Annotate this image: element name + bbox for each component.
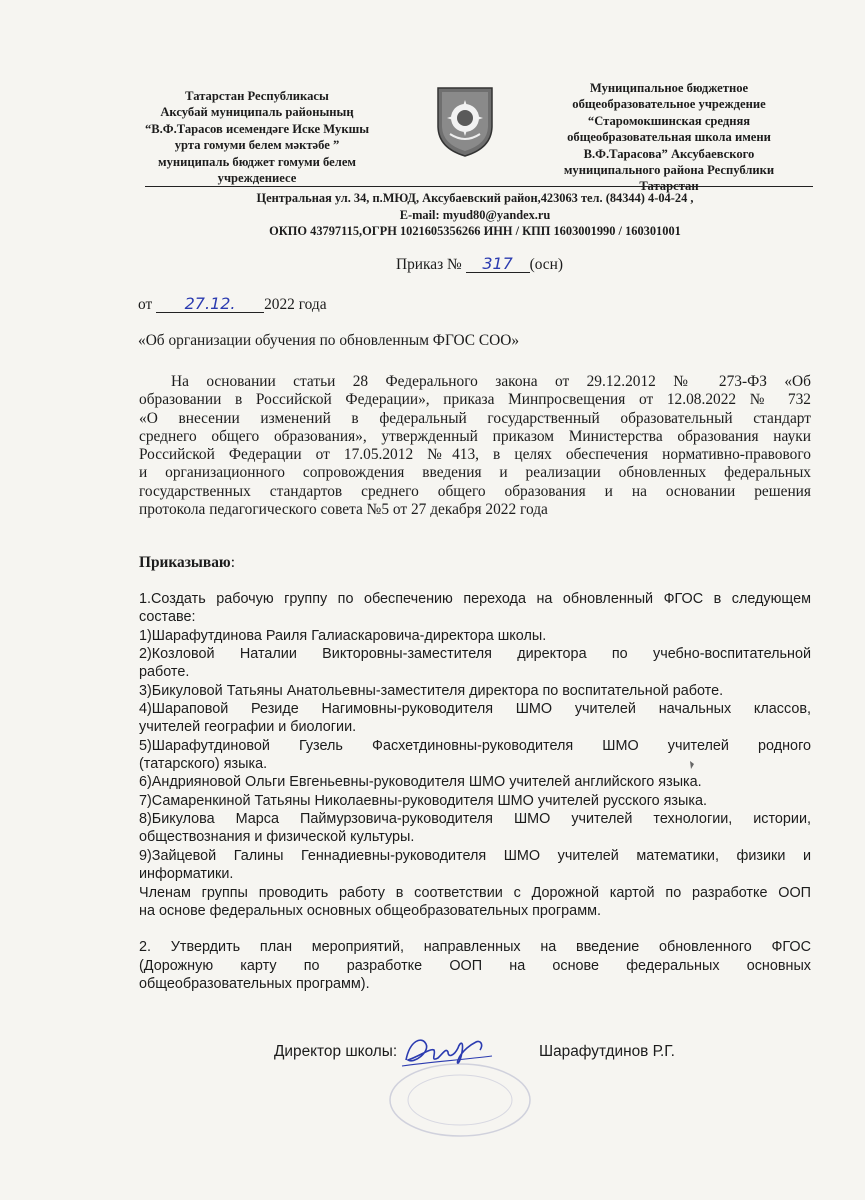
order-items [139, 590, 811, 993]
header-right-line: В.Ф.Тарасова” Аксубаевского [583, 146, 755, 161]
order-directive-word: Приказываю [139, 554, 231, 571]
item2-line: 2. Утвердить план мероприятий, направленных на введение обновленного ФГОС [139, 939, 811, 956]
preamble-line: протокола педагогического совета №5 от 27 декабря 2022 года [139, 501, 548, 519]
member-line: 1)Шарафутдинова Раиля Галиаскаровича-директора школы. [139, 627, 547, 644]
preamble-line: и организационного сопровождения введения и реализации обновленных федеральных [139, 464, 811, 482]
item2-line: (Дорожную карту по разработке ООП на основе федеральных основных [139, 957, 811, 974]
header-left-line: Татарстан Республикасы [185, 89, 329, 103]
preamble-line: среднего общего образования», утвержденный приказом Министерства образования науки [139, 427, 811, 445]
header-right-line: Муниципальное бюджетное [589, 81, 749, 95]
header-divider [145, 186, 813, 187]
header-right-line: “Старомокшинская средняя [587, 113, 751, 128]
header-left-line: учреждениесе [217, 171, 297, 186]
header-right-russian [538, 80, 800, 195]
order-suffix: (осн) [529, 256, 563, 273]
order-number-handwritten: 317 [466, 255, 530, 273]
work-line: Членам группы проводить работу в соответствии с Дорожной картой по разработке ООП [139, 884, 811, 901]
order-number-line [396, 255, 563, 274]
preamble-paragraph [139, 373, 811, 519]
header-left-tatar [112, 88, 402, 186]
member-line: обществознания и физической культуры. [139, 829, 415, 846]
header-left-line: муниципаль бюджет гомуми белем [157, 154, 356, 169]
header-right-line: Татарстан [639, 179, 699, 194]
contacts-codes: ОКПО 43797115,ОГРН 1021605356266 ИНН / КПП 1603001990 / 160301001 [269, 224, 681, 238]
header-left-line: Аксубай муниципаль районының [160, 105, 354, 120]
preamble-line: На основании статьи 28 Федерального закона от 29.12.2012 № 273-ФЗ «Об [171, 373, 811, 390]
header-left-line: урта гомуми белем мәктәбе ” [174, 138, 340, 153]
header-right-line: общеобразовательное учреждение [572, 97, 766, 112]
paper-speck [688, 760, 696, 770]
signature-name: Шарафутдинов Р.Г. [539, 1043, 675, 1060]
date-prefix: от [138, 296, 153, 313]
member-line: 6)Андрияновой Ольги Евгеньевны-руководителя ШМО учителей английского языка. [139, 774, 702, 791]
item1-line: составе: [139, 609, 196, 626]
order-date-line [138, 295, 327, 314]
preamble-line: «О внесении изменений в федеральный государственный образовательный стандарт [139, 409, 811, 427]
contacts-address: Центральная ул. 34, п.МЮД, Аксубаевский район,423063 тел. (84344) 4-04-24 , [256, 191, 694, 205]
item1-line: 1.Создать рабочую группу по обеспечению перехода на обновленный ФГОС в следующем [139, 591, 811, 607]
header-right-line: муниципального района Республики [563, 163, 775, 178]
member-line: 2)Козловой Наталии Викторовны-заместителя директора по учебно-воспитательной [139, 646, 811, 663]
member-line: работе. [139, 664, 190, 681]
order-directive [139, 554, 235, 572]
contacts-block [150, 190, 800, 240]
order-prefix: Приказ № [396, 256, 462, 273]
member-line: 8)Бикулова Марса Паймурзовича-руководителя ШМО учителей технологии, истории, [139, 811, 811, 828]
member-line: 4)Шараповой Резиде Нагимовны-руководителя ШМО учителей начальных классов, [139, 701, 811, 718]
preamble-line: государственных стандартов среднего общего образования и на основании решения [139, 482, 811, 500]
header-right-line: общеобразовательная школа имени [567, 130, 771, 145]
order-title: «Об организации обучения по обновленным ФГОС СОО» [138, 332, 520, 349]
item2-line: общеобразовательных программ). [139, 975, 370, 992]
member-line: 5)Шарафутдиновой Гузель Фасхетдиновны-руководителя ШМО учителей родного [139, 737, 811, 754]
contacts-email: E-mail: myud80@yandex.ru [399, 207, 551, 222]
work-line: на основе федеральных основных общеобразовательных программ. [139, 902, 601, 919]
member-line: (татарского) языка. [139, 756, 268, 773]
member-line: 7)Самаренкиной Татьяны Николаевны-руководителя ШМО учителей русского языка. [139, 792, 707, 809]
preamble-line: образовании в Российской Федерации», приказа Минпросвещения от 12.08.2022 № 732 [139, 391, 811, 409]
member-line: 3)Бикуловой Татьяны Анатольевны-заместителя директора по воспитательной работе. [139, 682, 724, 699]
preamble-line: Российской Федерации от 17.05.2012 №413, в целях обеспечения нормативно-правового [139, 446, 811, 464]
date-handwritten: 27.12. [156, 295, 264, 313]
order-directive-colon: : [230, 554, 235, 571]
header-left-line: “В.Ф.Тарасов исемендәге Иске Мукшы [144, 121, 370, 136]
member-line: информатики. [139, 866, 234, 883]
member-line: 9)Зайцевой Галины Геннадиевны-руководителя ШМО учителей математики, физики и [139, 847, 811, 864]
member-line: учителей географии и биологии. [139, 719, 357, 736]
school-stamp [385, 1060, 535, 1140]
signature-role: Директор школы: [274, 1043, 398, 1060]
district-emblem-icon [436, 86, 494, 158]
date-suffix: 2022 года [264, 296, 327, 313]
